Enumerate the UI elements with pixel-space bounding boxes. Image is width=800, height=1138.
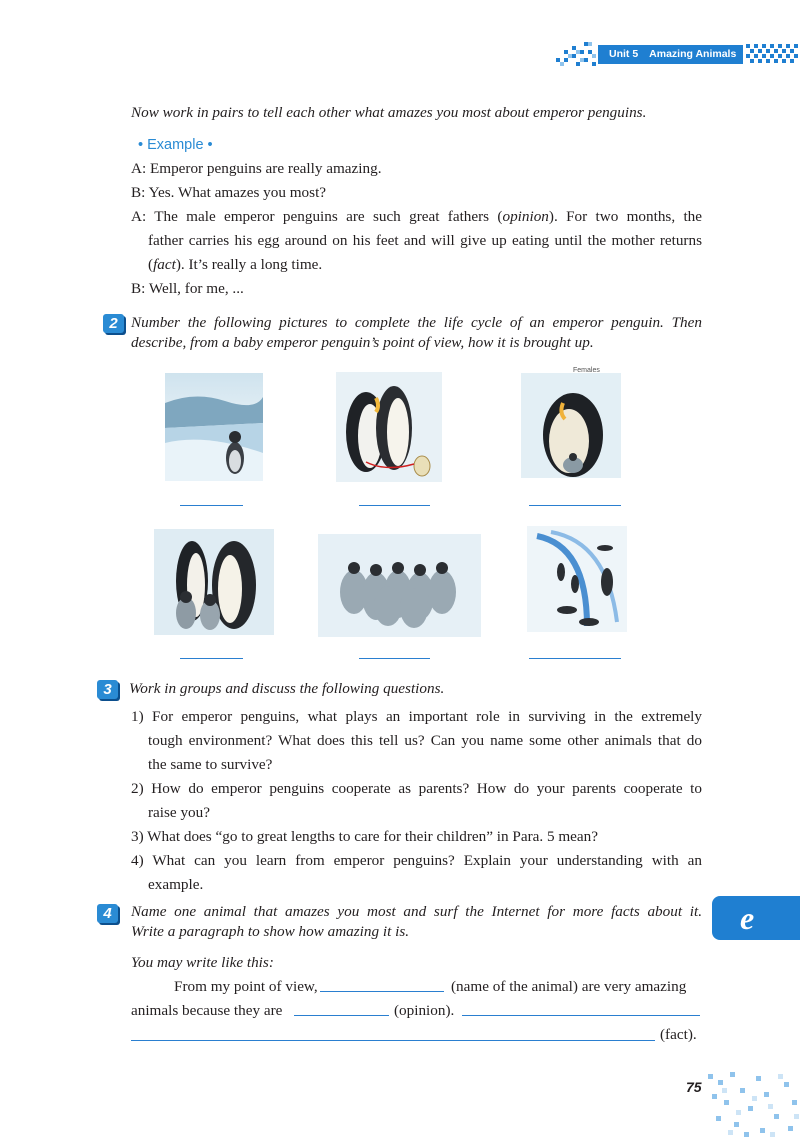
picture-mother-with-chick bbox=[521, 367, 621, 478]
task-3-badge: 3 bbox=[97, 680, 118, 699]
task-4-badge: 4 bbox=[97, 904, 118, 923]
picture-1-number-blank[interactable] bbox=[180, 505, 243, 506]
writing-sentence-1-end: (name of the animal) are very amazing bbox=[451, 978, 687, 995]
svg-text:e: e bbox=[740, 900, 755, 936]
footer-pixel-pattern bbox=[704, 1070, 800, 1138]
animal-name-blank[interactable] bbox=[320, 991, 444, 992]
task-2-instruction-line2: describe, from a baby emperor penguin’s point of view, how it is brought up. bbox=[131, 334, 594, 351]
picture-4-number-blank[interactable] bbox=[180, 658, 243, 659]
question-4-line2: example. bbox=[148, 876, 204, 893]
question-1-line2: tough environment? What does this tell us? Can you name some other animals that do bbox=[148, 732, 702, 749]
opinion-blank[interactable] bbox=[294, 1015, 389, 1016]
example-label: • Example • bbox=[138, 137, 213, 153]
task-4-instruction-line1: Name one animal that amazes you most and surf the Internet for more facts about it. bbox=[131, 903, 702, 920]
fact-blank-line-1[interactable] bbox=[462, 1015, 700, 1016]
fact-label: (fact). bbox=[660, 1026, 697, 1043]
question-2-line1: 2) How do emperor penguins cooperate as parents? How do your parents cooperate to bbox=[131, 780, 702, 797]
e-logo-icon bbox=[712, 896, 800, 940]
picture-chick-on-ice bbox=[165, 373, 263, 481]
picture-penguins-to-sea bbox=[527, 526, 627, 632]
unit-title: Amazing Animals bbox=[649, 48, 737, 60]
dialogue-line-a2-end: (fact). It’s really a long time. bbox=[148, 256, 323, 273]
unit-number: Unit 5 bbox=[609, 48, 639, 60]
ebook-side-tab[interactable] bbox=[712, 896, 800, 940]
task-3-instruction: Work in groups and discuss the following questions. bbox=[129, 680, 445, 697]
question-1-line3: the same to survive? bbox=[148, 756, 273, 773]
task-2-instruction-line1: Number the following pictures to complete the life cycle of an emperor penguin. Then bbox=[131, 314, 702, 331]
picture-2-number-blank[interactable] bbox=[359, 505, 430, 506]
dialogue-line-b1: B: Yes. What amazes you most? bbox=[131, 184, 327, 201]
dialogue-line-a2-cont: father carries his egg around on his feet and will give up eating until the mother returns bbox=[148, 232, 702, 249]
writing-sentence-2-end: (opinion). bbox=[394, 1002, 455, 1019]
females-label: Females bbox=[573, 367, 600, 374]
picture-parents-with-egg bbox=[336, 372, 442, 482]
dialogue-line-b2: B: Well, for me, ... bbox=[131, 280, 244, 297]
fact-blank-line-2[interactable] bbox=[131, 1040, 655, 1041]
page-number: 75 bbox=[686, 1079, 702, 1095]
task-2-badge: 2 bbox=[103, 314, 124, 333]
dialogue-line-a2: A: The male emperor penguins are such great fathers (opinion). For two months, the bbox=[131, 208, 702, 225]
question-2-line2: raise you? bbox=[148, 804, 210, 821]
fact-word: fact bbox=[153, 256, 176, 273]
task-4-instruction-line2: Write a paragraph to show how amazing it is. bbox=[131, 923, 410, 940]
question-1-line1: 1) For emperor penguins, what plays an important role in surviving in the extremely bbox=[131, 708, 702, 725]
question-4-line1: 4) What can you learn from emperor penguins? Explain your understanding with an bbox=[131, 852, 702, 869]
picture-5-number-blank[interactable] bbox=[359, 658, 430, 659]
unit-header bbox=[598, 45, 743, 64]
writing-sentence-2-start: animals because they are bbox=[131, 1002, 283, 1019]
question-3: 3) What does “go to great lengths to care for their children” in Para. 5 mean? bbox=[131, 828, 598, 845]
picture-6-number-blank[interactable] bbox=[529, 658, 621, 659]
pair-work-instruction: Now work in pairs to tell each other what amazes you most about emperor penguins. bbox=[131, 104, 647, 121]
writing-lead: You may write like this: bbox=[131, 954, 274, 971]
picture-chick-creche bbox=[318, 534, 481, 637]
writing-sentence-1-start: From my point of view, bbox=[174, 978, 318, 995]
opinion-word: opinion bbox=[502, 208, 549, 225]
dialogue-line-a1: A: Emperor penguins are really amazing. bbox=[131, 160, 382, 177]
picture-penguin-family bbox=[154, 529, 274, 635]
picture-3-number-blank[interactable] bbox=[529, 505, 621, 506]
